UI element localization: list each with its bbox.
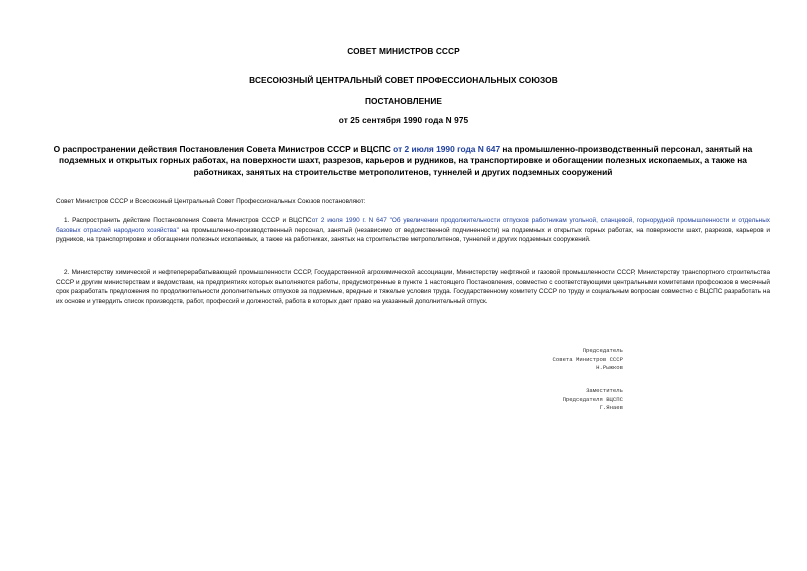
intro-paragraph [56, 197, 770, 207]
signature-block-1 [470, 347, 623, 373]
signature-2-organization: Председателя ВЦСПС [562, 395, 623, 403]
issuer-council-of-ministers: СОВЕТ МИНИСТРОВ СССР [347, 46, 460, 56]
paragraph-1 [56, 216, 770, 245]
title-reference-link[interactable]: от 2 июля 1990 года N 647 [393, 144, 501, 154]
paragraph-1-reference-link[interactable]: от 2 июля 1990 г. N 647 "Об увеличении продолжительности отпусков работникам угольной, сланцевой, горнорудной промышленности и отдельных базовых отраслей народного хозяйства" [56, 217, 770, 234]
paragraph-1-end: на промышленно-производственный персонал, занятый (независимо от ведомственной подчиненности) на подземных и открытых горных работах, на поверхности шахт, разрезов, карьеров и рудников, на транспортировке и обогащении полезных ископаемых, а также на работниках, занятых на строительстве метрополитенов, туннелей и других подземных сооружений. [56, 226, 771, 244]
intro-text: Совет Министров СССР и Всесоюзный Центральный Совет Профессиональных Союзов постановляют: [56, 198, 366, 205]
signature-1-name: Н.Рыжков [596, 364, 623, 372]
paragraph-2-text: 2. Министерству химической и нефтеперерабатывающей промышленности СССР, Государственной агрохимической ассоциации, Министерству нефтяной и газовой промышленности СССР, Министерству транспортного строительства СССР и другим министерствам и ведомствам, на предприятиях которых выполняются работы, предусмотренные в пункте 1 настоящего Постановления, совместно с соответствующими центральными комитетами профсоюзов в месячный срок разработать предложения по продолжительности дополнительных отпусков за подземные, вредные и тяжелые условия труда. Государственному комитету СССР по труду и социальным вопросам совместно с ВЦСПС разработать на их основе и утвердить список производств, работ, профессий и должностей, работа в которых дает право на указанный дополнительный отпуск. [56, 269, 770, 305]
document-date: от 25 сентября 1990 года N 975 [338, 115, 469, 125]
title-text-end: на промышленно-производственный персонал, занятый на подземных и открытых горных работах, на поверхности шахт, разрезов, карьеров и рудников, на транспортировке и обогащении полезных ископаемых, а также на работниках, занятых на строительстве метрополитенов, туннелей и других подземных сооружений [59, 144, 753, 177]
paragraph-2 [56, 268, 770, 306]
title-text-start: О распространении действия Постановления Совета Министров СССР и ВЦСПС [53, 144, 394, 154]
paragraph-1-start: 1. Распространить действие Постановления Совета Министров СССР и ВЦСПС [64, 217, 312, 224]
signature-2-name: Г.Янаев [599, 404, 623, 412]
issuer-trade-unions: ВСЕСОЮЗНЫЙ ЦЕНТРАЛЬНЫЙ СОВЕТ ПРОФЕССИОНАЛЬНЫХ СОЮЗОВ [249, 75, 558, 85]
signature-1-organization: Совета Министров СССР [552, 355, 623, 363]
document-title [36, 144, 770, 178]
signature-2-position: Заместитель [586, 387, 623, 394]
document-type: ПОСТАНОВЛЕНИЕ [364, 96, 443, 106]
signature-1-position: Председатель [582, 347, 623, 354]
signature-block-2 [470, 387, 623, 413]
